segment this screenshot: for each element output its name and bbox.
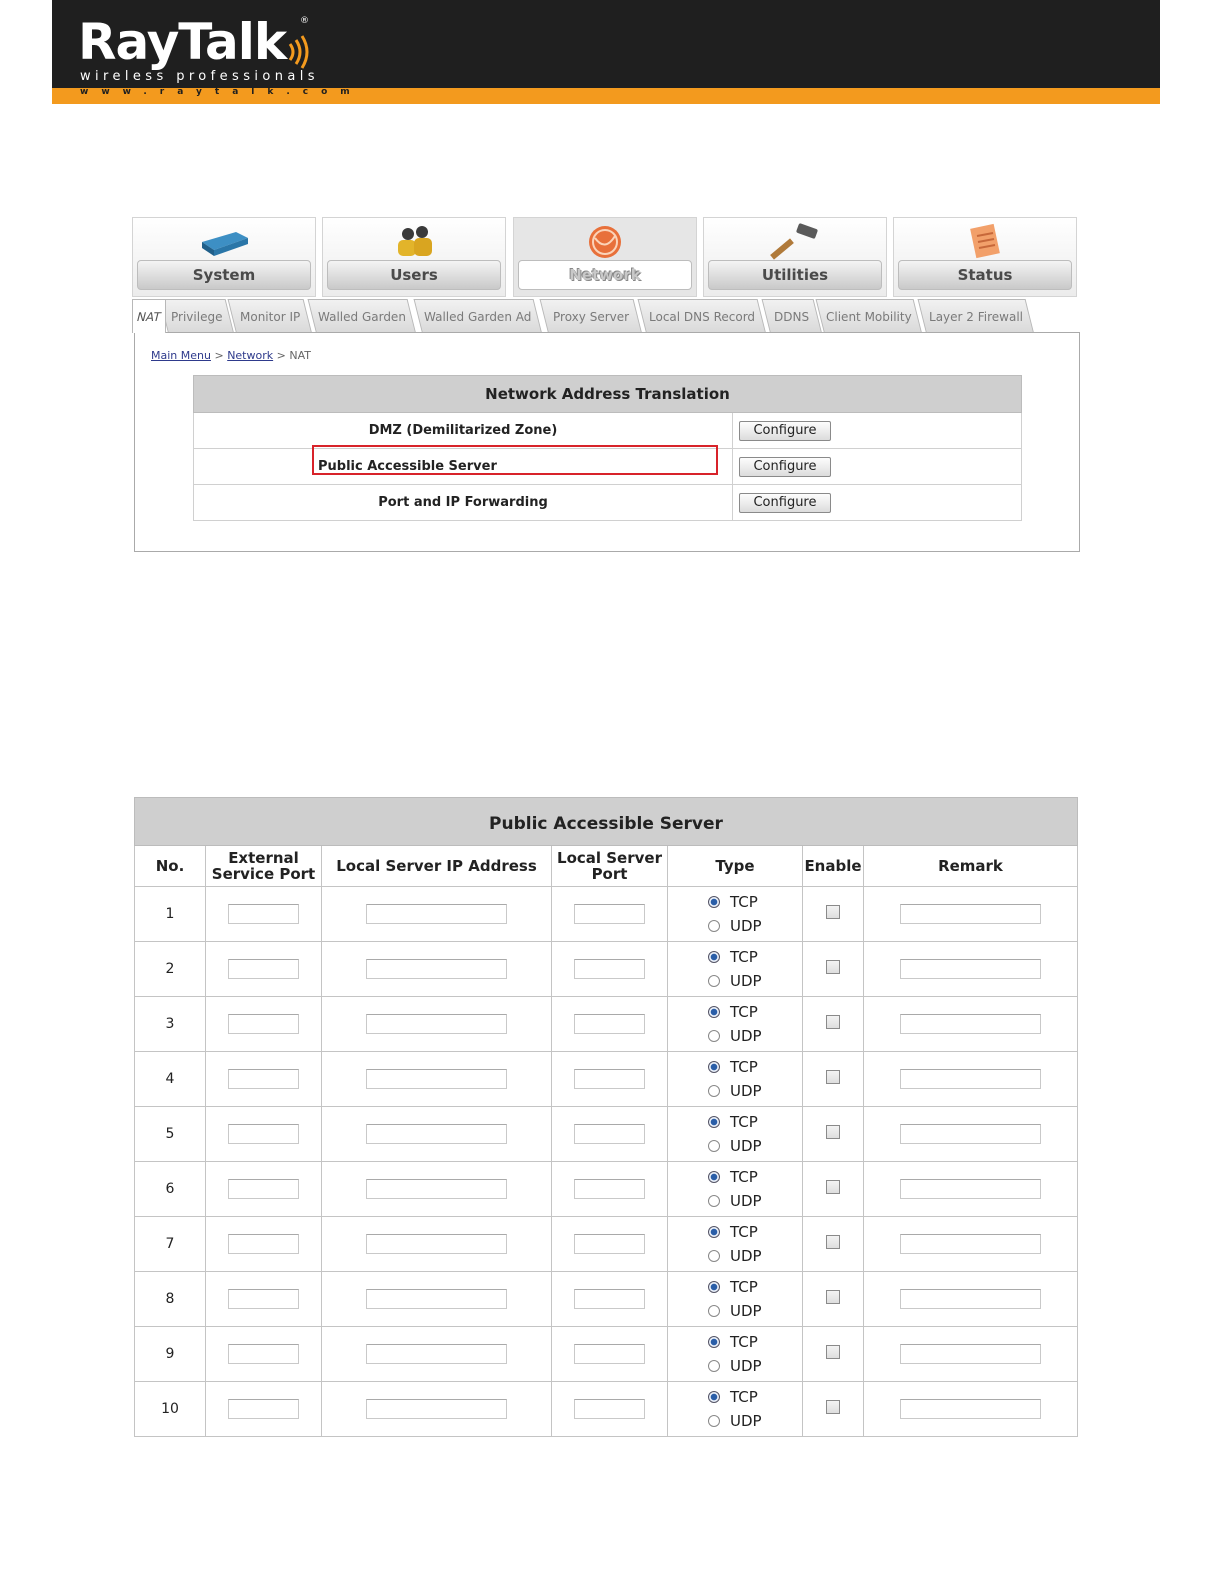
udp-radio[interactable]	[708, 1305, 720, 1317]
subtab-label: Privilege	[171, 310, 223, 324]
row-number: 3	[135, 997, 206, 1052]
tcp-radio[interactable]	[708, 1171, 720, 1183]
type-cell	[668, 1162, 803, 1217]
subtab-label: Proxy Server	[552, 310, 630, 324]
tcp-option[interactable]	[708, 1110, 801, 1134]
udp-option[interactable]	[708, 914, 801, 938]
sub-nav-tabs	[132, 297, 1080, 333]
enable-checkbox[interactable]	[826, 1180, 840, 1194]
table-row	[135, 1217, 1078, 1272]
tcp-radio[interactable]	[708, 1281, 720, 1293]
col-no: No.	[135, 846, 206, 887]
subtab-ddns[interactable]	[762, 299, 822, 333]
remark-input[interactable]	[900, 1399, 1041, 1419]
type-cell	[668, 1052, 803, 1107]
tcp-option[interactable]	[708, 1275, 801, 1299]
tcp-radio[interactable]	[708, 1391, 720, 1403]
tcp-radio[interactable]	[708, 1116, 720, 1128]
subtab-privilege[interactable]	[160, 299, 234, 333]
brand-name-part-1: Ray	[78, 13, 179, 71]
enable-checkbox[interactable]	[826, 1125, 840, 1139]
tcp-option[interactable]	[708, 1385, 801, 1409]
row-number: 8	[135, 1272, 206, 1327]
pas-table-title: Public Accessible Server	[135, 798, 1078, 846]
brand-logo	[78, 12, 286, 72]
local-server-port-input[interactable]	[574, 1344, 645, 1364]
tab-network[interactable]	[513, 217, 697, 297]
tcp-option[interactable]	[708, 890, 801, 914]
highlight-annotation	[312, 445, 718, 475]
remark-input[interactable]	[900, 1234, 1041, 1254]
port-ip-forwarding-label: Port and IP Forwarding	[194, 485, 733, 521]
udp-option[interactable]	[708, 1024, 801, 1048]
type-cell	[668, 1382, 803, 1437]
subtab-label: Local DNS Record	[648, 310, 756, 324]
remark-input[interactable]	[900, 1179, 1041, 1199]
table-row	[135, 1162, 1078, 1217]
local-server-ip-input[interactable]	[366, 1124, 507, 1144]
udp-option[interactable]	[708, 969, 801, 993]
brand-url: www.raytalk.com	[80, 87, 363, 97]
table-row	[135, 997, 1078, 1052]
brand-tagline: wireless professionals	[80, 69, 319, 84]
local-server-port-input[interactable]	[574, 1289, 645, 1309]
hammer-icon	[767, 222, 823, 260]
configure-public-accessible-server-button[interactable]: Configure	[739, 457, 831, 477]
registered-mark: ®	[300, 16, 309, 26]
tcp-label: TCP	[730, 1223, 758, 1241]
subtab-local-dns-record[interactable]	[638, 299, 766, 333]
udp-radio[interactable]	[708, 1250, 720, 1262]
main-nav-tabs	[132, 217, 1080, 297]
local-server-ip-input[interactable]	[366, 1179, 507, 1199]
subtab-label: DDNS	[774, 310, 810, 324]
remark-input[interactable]	[900, 959, 1041, 979]
tcp-label: TCP	[730, 1058, 758, 1076]
row-number: 4	[135, 1052, 206, 1107]
tcp-option[interactable]	[708, 1055, 801, 1079]
subtab-label: Walled Garden	[318, 310, 406, 324]
tab-users[interactable]	[322, 217, 506, 297]
local-server-ip-input[interactable]	[366, 1234, 507, 1254]
row-number: 6	[135, 1162, 206, 1217]
udp-label: UDP	[730, 1137, 762, 1155]
tcp-radio[interactable]	[708, 1336, 720, 1348]
external-service-port-input[interactable]	[228, 1069, 299, 1089]
configure-dmz-button[interactable]: Configure	[739, 421, 831, 441]
public-accessible-server-label: Public Accessible Server	[194, 449, 733, 485]
type-cell	[668, 1217, 803, 1272]
external-service-port-input[interactable]	[228, 1399, 299, 1419]
tab-network-label: Network	[518, 260, 692, 290]
local-server-port-input[interactable]	[574, 1124, 645, 1144]
udp-option[interactable]	[708, 1244, 801, 1268]
tcp-radio[interactable]	[708, 1006, 720, 1018]
col-enable: Enable	[803, 846, 864, 887]
row-number: 1	[135, 887, 206, 942]
local-server-port-input[interactable]	[574, 1179, 645, 1199]
external-service-port-input[interactable]	[228, 1124, 299, 1144]
udp-radio[interactable]	[708, 1195, 720, 1207]
tcp-option[interactable]	[708, 1165, 801, 1189]
remark-input[interactable]	[900, 1344, 1041, 1364]
tab-utilities[interactable]	[703, 217, 887, 297]
nat-table-title: Network Address Translation	[194, 376, 1022, 413]
udp-radio[interactable]	[708, 1140, 720, 1152]
subtab-nat[interactable]	[132, 299, 166, 333]
tab-utilities-label: Utilities	[708, 260, 882, 290]
remark-input[interactable]	[900, 1289, 1041, 1309]
enable-checkbox[interactable]	[826, 1345, 840, 1359]
row-number: 2	[135, 942, 206, 997]
clipboard-icon	[957, 222, 1013, 260]
table-row	[135, 1107, 1078, 1162]
breadcrumb: Main Menu > Network > NAT	[151, 349, 311, 362]
network-globe-icon	[577, 222, 633, 260]
type-cell	[668, 997, 803, 1052]
udp-option[interactable]	[708, 1189, 801, 1213]
tcp-label: TCP	[730, 1113, 758, 1131]
external-service-port-input[interactable]	[228, 1014, 299, 1034]
external-service-port-input[interactable]	[228, 959, 299, 979]
tcp-option[interactable]	[708, 1330, 801, 1354]
table-row	[194, 485, 1022, 521]
tab-status[interactable]	[893, 217, 1077, 297]
local-server-port-input[interactable]	[574, 1069, 645, 1089]
enable-checkbox[interactable]	[826, 1235, 840, 1249]
row-number: 10	[135, 1382, 206, 1437]
type-cell	[668, 1272, 803, 1327]
udp-option[interactable]	[708, 1409, 801, 1433]
type-cell	[668, 942, 803, 997]
table-row	[135, 1272, 1078, 1327]
tcp-label: TCP	[730, 893, 758, 911]
udp-radio[interactable]	[708, 1030, 720, 1042]
enable-checkbox[interactable]	[826, 960, 840, 974]
local-server-ip-input[interactable]	[366, 904, 507, 924]
external-service-port-input[interactable]	[228, 1179, 299, 1199]
local-server-ip-input[interactable]	[366, 1399, 507, 1419]
udp-label: UDP	[730, 1027, 762, 1045]
tcp-radio[interactable]	[708, 896, 720, 908]
subtab-walled-garden-ad[interactable]	[414, 299, 542, 333]
local-server-port-input[interactable]	[574, 1234, 645, 1254]
local-server-port-input[interactable]	[574, 904, 645, 924]
table-row	[135, 1382, 1078, 1437]
local-server-ip-input[interactable]	[366, 959, 507, 979]
external-service-port-input[interactable]	[228, 904, 299, 924]
remark-input[interactable]	[900, 904, 1041, 924]
local-server-port-input[interactable]	[574, 959, 645, 979]
tcp-label: TCP	[730, 1278, 758, 1296]
col-external-service-port: External Service Port	[206, 846, 322, 887]
breadcrumb-current: NAT	[289, 349, 311, 362]
tcp-label: TCP	[730, 948, 758, 966]
external-service-port-input[interactable]	[228, 1234, 299, 1254]
table-row	[135, 942, 1078, 997]
udp-label: UDP	[730, 1412, 762, 1430]
subtab-monitor-ip[interactable]	[228, 299, 312, 333]
row-number: 5	[135, 1107, 206, 1162]
subtab-label: Walled Garden Ad	[424, 310, 532, 324]
tcp-radio[interactable]	[708, 951, 720, 963]
subtab-layer-2-firewall[interactable]	[918, 299, 1034, 333]
remark-input[interactable]	[900, 1124, 1041, 1144]
router-icon	[196, 222, 252, 260]
users-icon	[386, 222, 442, 260]
row-number: 9	[135, 1327, 206, 1382]
col-type: Type	[668, 846, 803, 887]
subtab-label: Monitor IP	[239, 310, 301, 324]
udp-option[interactable]	[708, 1134, 801, 1158]
tcp-label: TCP	[730, 1333, 758, 1351]
tcp-option[interactable]	[708, 945, 801, 969]
nat-panel	[134, 332, 1080, 552]
udp-label: UDP	[730, 1192, 762, 1210]
udp-label: UDP	[730, 1247, 762, 1265]
udp-label: UDP	[730, 1302, 762, 1320]
local-server-ip-input[interactable]	[366, 1289, 507, 1309]
subtab-proxy-server[interactable]	[540, 299, 642, 333]
udp-label: UDP	[730, 917, 762, 935]
subtab-label: Layer 2 Firewall	[929, 310, 1023, 324]
breadcrumb-main-menu[interactable]: Main Menu	[151, 349, 211, 362]
udp-label: UDP	[730, 1082, 762, 1100]
tcp-radio[interactable]	[708, 1226, 720, 1238]
remark-input[interactable]	[900, 1014, 1041, 1034]
remark-input[interactable]	[900, 1069, 1041, 1089]
type-cell	[668, 1107, 803, 1162]
table-row	[194, 413, 1022, 449]
signal-waves-icon	[286, 34, 312, 70]
tab-system[interactable]	[132, 217, 316, 297]
col-local-server-port: Local Server Port	[552, 846, 668, 887]
tab-status-label: Status	[898, 260, 1072, 290]
type-cell	[668, 887, 803, 942]
external-service-port-input[interactable]	[228, 1289, 299, 1309]
subtab-client-mobility[interactable]	[816, 299, 922, 333]
tcp-label: TCP	[730, 1168, 758, 1186]
enable-checkbox[interactable]	[826, 1290, 840, 1304]
udp-label: UDP	[730, 1357, 762, 1375]
tcp-radio[interactable]	[708, 1061, 720, 1073]
subtab-label: NAT	[135, 310, 163, 324]
local-server-port-input[interactable]	[574, 1399, 645, 1419]
enable-checkbox[interactable]	[826, 1070, 840, 1084]
udp-radio[interactable]	[708, 920, 720, 932]
enable-checkbox[interactable]	[826, 1015, 840, 1029]
tcp-label: TCP	[730, 1388, 758, 1406]
subtab-label: Client Mobility	[826, 310, 912, 324]
local-server-ip-input[interactable]	[366, 1014, 507, 1034]
local-server-ip-input[interactable]	[366, 1069, 507, 1089]
external-service-port-input[interactable]	[228, 1344, 299, 1364]
configure-port-ip-forwarding-button[interactable]: Configure	[739, 493, 831, 513]
tcp-option[interactable]	[708, 1000, 801, 1024]
col-local-server-ip: Local Server IP Address	[322, 846, 552, 887]
tab-system-label: System	[137, 260, 311, 290]
udp-radio[interactable]	[708, 1415, 720, 1427]
type-cell	[668, 1327, 803, 1382]
local-server-port-input[interactable]	[574, 1014, 645, 1034]
dmz-label: DMZ (Demilitarized Zone)	[194, 413, 733, 449]
udp-option[interactable]	[708, 1079, 801, 1103]
row-number: 7	[135, 1217, 206, 1272]
udp-option[interactable]	[708, 1354, 801, 1378]
brand-name-part-2: Talk	[178, 13, 287, 71]
udp-option[interactable]	[708, 1299, 801, 1323]
breadcrumb-network[interactable]: Network	[227, 349, 274, 362]
enable-checkbox[interactable]	[826, 1400, 840, 1414]
udp-radio[interactable]	[708, 1360, 720, 1372]
tcp-option[interactable]	[708, 1220, 801, 1244]
udp-radio[interactable]	[708, 1085, 720, 1097]
subtab-walled-garden[interactable]	[308, 299, 416, 333]
udp-label: UDP	[730, 972, 762, 990]
tcp-label: TCP	[730, 1003, 758, 1021]
tab-users-label: Users	[327, 260, 501, 290]
table-row	[135, 887, 1078, 942]
table-row	[135, 1327, 1078, 1382]
enable-checkbox[interactable]	[826, 905, 840, 919]
public-accessible-server-table	[134, 797, 1078, 1437]
local-server-ip-input[interactable]	[366, 1344, 507, 1364]
col-remark: Remark	[864, 846, 1078, 887]
udp-radio[interactable]	[708, 975, 720, 987]
table-row	[135, 1052, 1078, 1107]
